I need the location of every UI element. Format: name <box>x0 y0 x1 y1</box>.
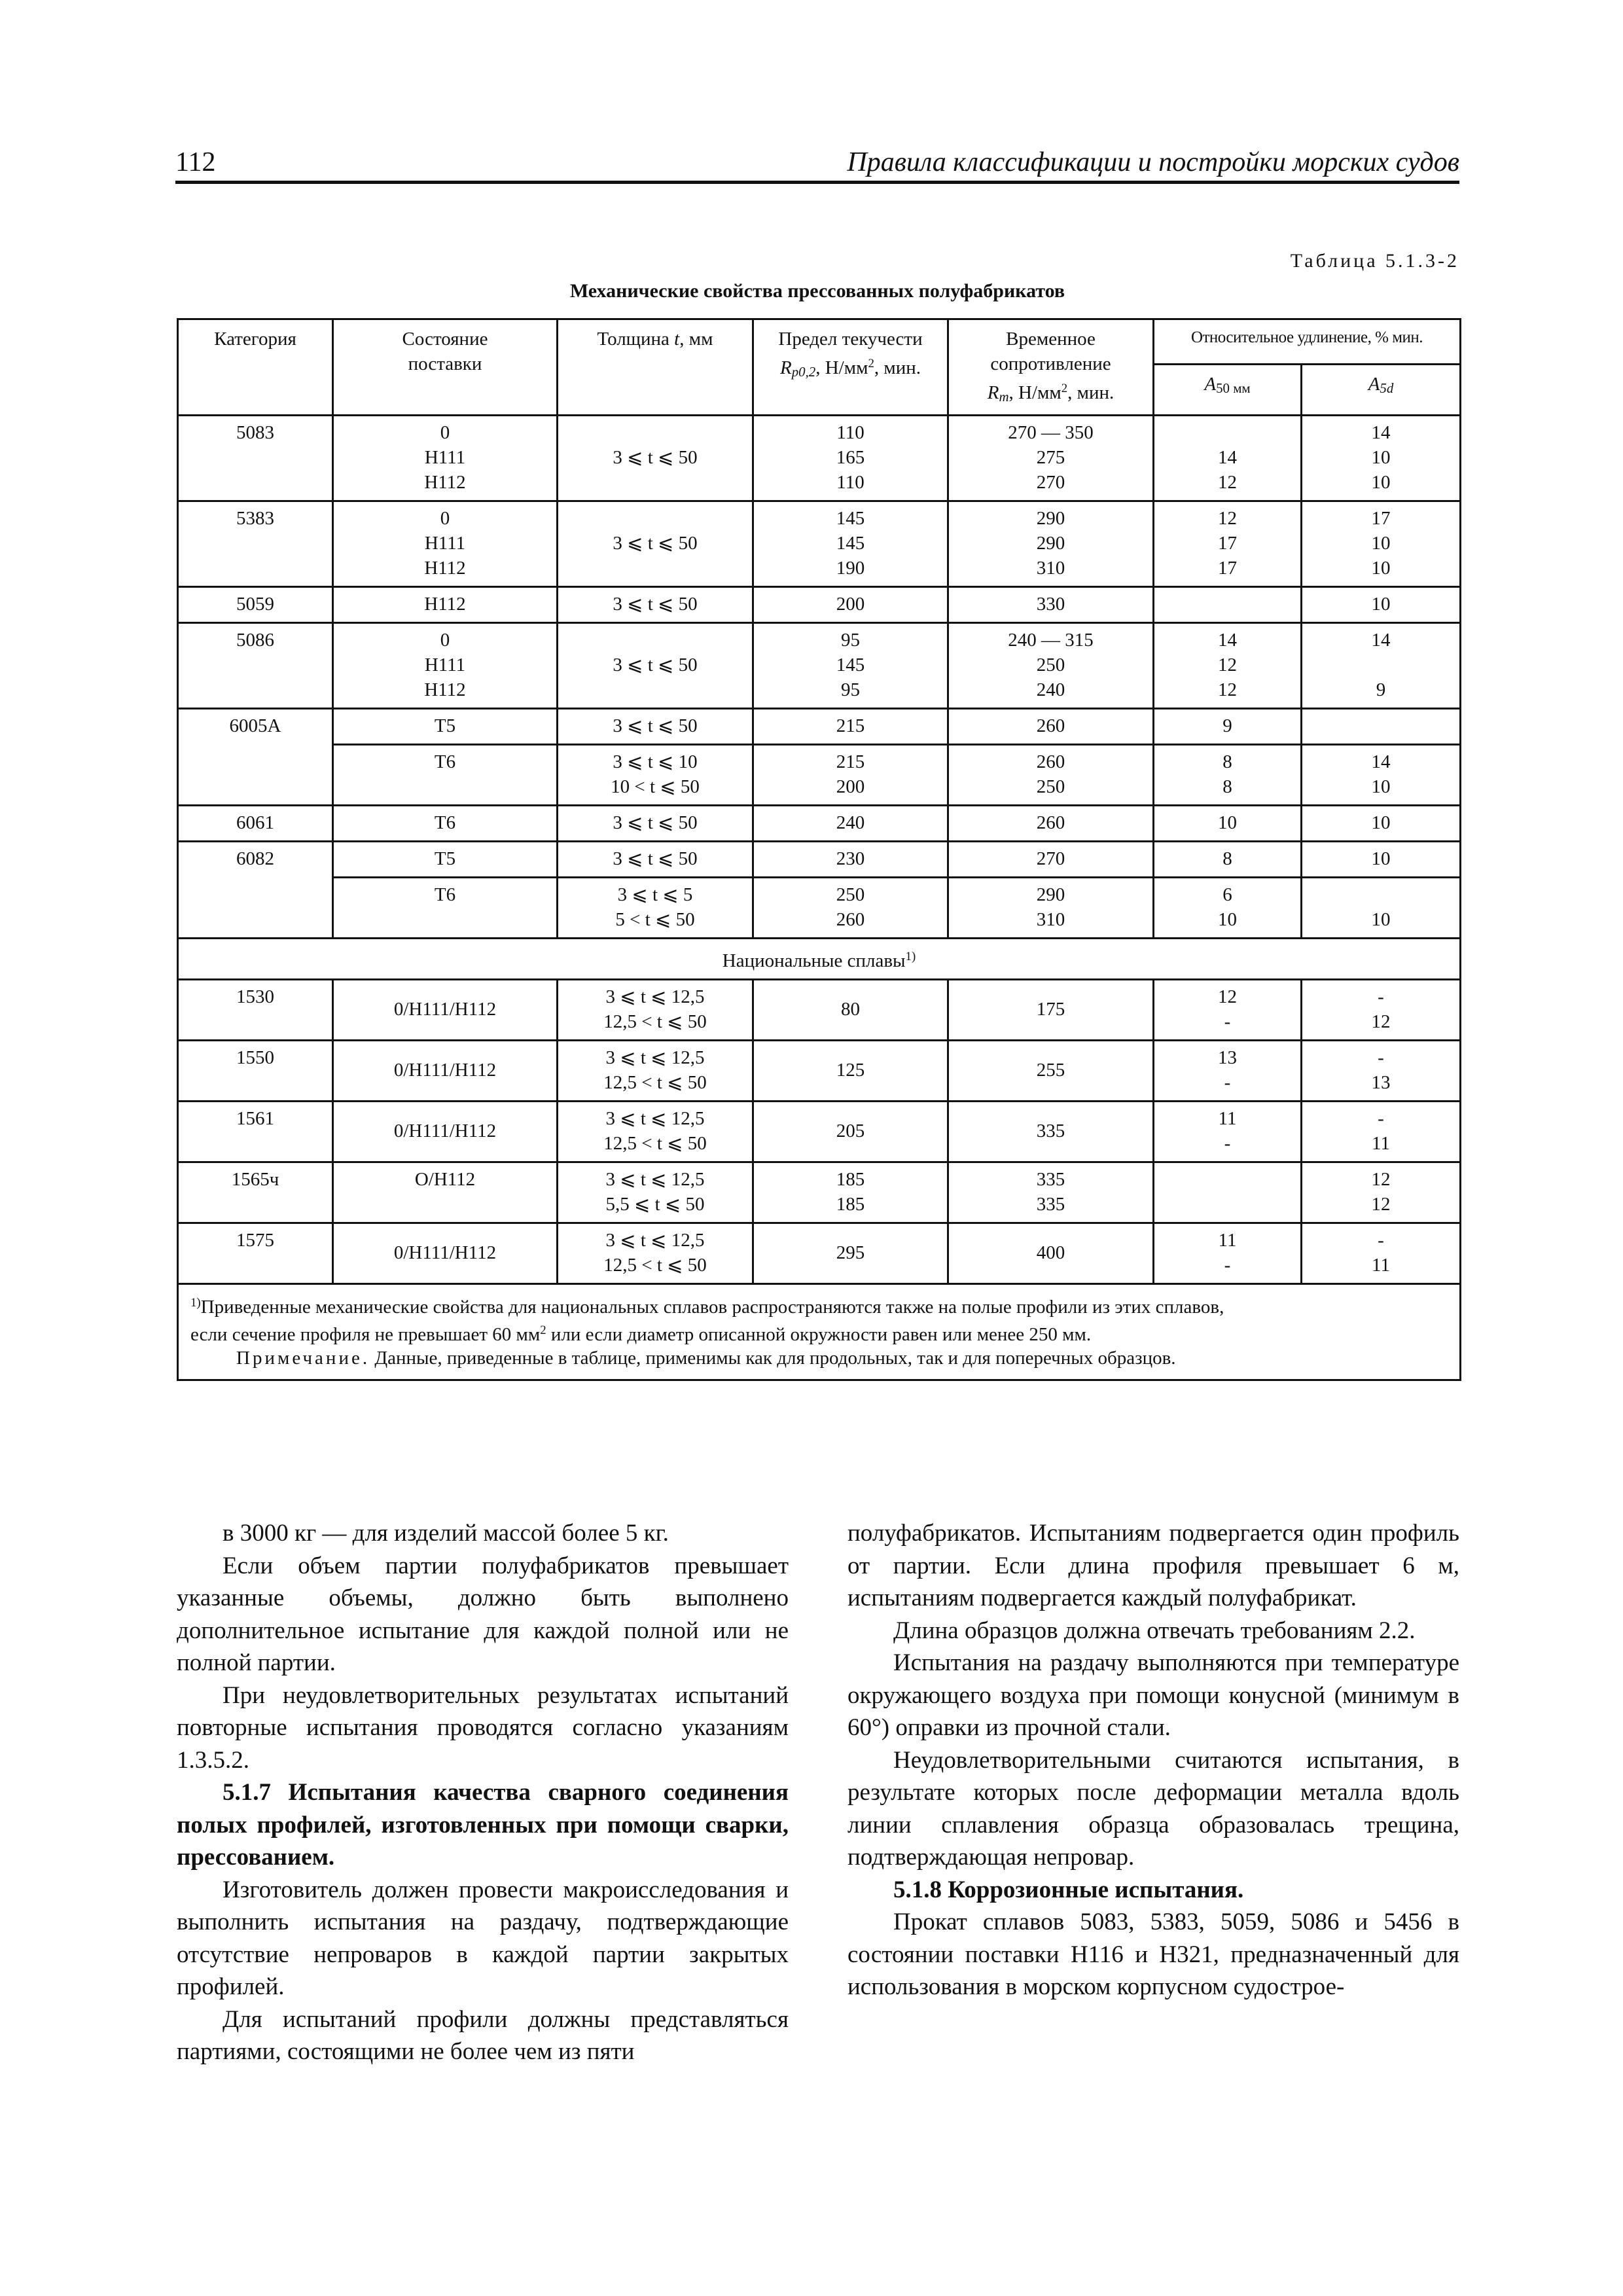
paragraph: Если объем партии полуфабрикатов превышает указанные объемы, должно быть выполнено дополнительное испытание для каждой полной или не полной партии. <box>177 1552 789 1676</box>
yield-cell: 240 <box>753 806 948 842</box>
a5d-cell: 14 10 <box>1302 745 1461 806</box>
condition-cell: 0 Н111 Н112 <box>333 416 558 501</box>
table-row <box>178 1223 1461 1284</box>
category-cell: 1561 <box>178 1102 333 1162</box>
paragraph: Прокат сплавов 5083, 5383, 5059, 5086 и 5456 в состоянии поставки Н116 и Н321, предназначенный для использования в морском корпусном судострое- <box>847 1909 1459 2000</box>
header-condition: Состояние поставки <box>333 319 558 416</box>
table-caption: Механические свойства прессованных полуфабрикатов <box>569 280 1065 302</box>
thickness-cell: 3 ⩽ t ⩽ 12,5 12,5 < t ⩽ 50 <box>558 1223 753 1284</box>
table-row <box>178 878 1461 939</box>
a5d-cell: 10 <box>1302 587 1461 623</box>
national-alloys-label: Национальные сплавы$^{1)}$ <box>178 939 1461 980</box>
condition-cell: 0/Н111/Н112 <box>333 1102 558 1162</box>
yield-cell: 230 <box>753 842 948 878</box>
paragraph: Неудовлетворительными считаются испытания, в результате которых после деформации металла вдоль линии сплавления образца образовалась трещина, подтверждающая непровар. <box>847 1746 1459 1871</box>
tensile-cell: 290 310 <box>948 878 1154 939</box>
table-body-national-rows <box>178 980 1461 1284</box>
table-footnote: $^{1)}$Приведенные механические свойства для национальных сплавов распространяются также на полые профили из этих сплавов, если сечение профиля не превышает 60 $мм^2$ или если диаметр описанной окружности равен или менее 250 мм. Примечание. Данные, приведенные в таблице, применимы как для продольных, так и для поперечных образцов. <box>178 1284 1461 1380</box>
a5d-cell: 14 10 10 <box>1302 416 1461 501</box>
page-header <box>175 143 1459 184</box>
a50-cell: 12 - <box>1154 980 1302 1041</box>
table-row <box>178 842 1461 878</box>
tensile-cell: 290 290 310 <box>948 501 1154 587</box>
thickness-cell: 3 ⩽ t ⩽ 12,5 12,5 < t ⩽ 50 <box>558 1041 753 1102</box>
yield-cell: 205 <box>753 1102 948 1162</box>
header-category: Категория <box>178 319 333 416</box>
thickness-cell: 3 ⩽ t ⩽ 10 10 < t ⩽ 50 <box>558 745 753 806</box>
header-a5d: A5d <box>1302 364 1461 415</box>
yield-cell: 215 200 <box>753 745 948 806</box>
paragraph: Длина образцов должна отвечать требованиям 2.2. <box>893 1617 1416 1644</box>
tensile-cell: 260 <box>948 709 1154 745</box>
thickness-cell: 3 ⩽ t ⩽ 50 <box>558 806 753 842</box>
paragraph: в 3000 кг — для изделий массой более 5 кг. <box>223 1520 669 1547</box>
yield-cell: 200 <box>753 587 948 623</box>
a50-cell: 13 - <box>1154 1041 1302 1102</box>
tensile-cell: 260 <box>948 806 1154 842</box>
national-alloys-row <box>178 939 1461 980</box>
a50-cell: 11 - <box>1154 1223 1302 1284</box>
header-tensile-strength: Временное сопротивление Rm, $Н/мм^2$, мин. <box>948 319 1154 416</box>
table-row <box>178 745 1461 806</box>
a50-cell: 8 <box>1154 842 1302 878</box>
header-yield-strength: Предел текучести Rp0,2, $Н/мм^2$, мин. <box>753 319 948 416</box>
condition-cell: 0/Н111/Н112 <box>333 980 558 1041</box>
table-body <box>178 416 1461 939</box>
category-cell: 5383 <box>178 501 333 587</box>
section-heading-5-1-8: 5.1.8 Коррозионные испытания. <box>893 1876 1244 1903</box>
condition-cell: 0 Н111 Н112 <box>333 501 558 587</box>
table-row <box>178 623 1461 709</box>
a50-cell: 8 8 <box>1154 745 1302 806</box>
tensile-cell: 255 <box>948 1041 1154 1102</box>
paragraph: Испытания на раздачу выполняются при температуре окружающего воздуха при помощи конусной (минимум в 60°) оправки из прочной стали. <box>847 1649 1459 1741</box>
a5d-cell: 12 12 <box>1302 1162 1461 1223</box>
category-cell: 5086 <box>178 623 333 709</box>
paragraph: Для испытаний профили должны представляться партиями, состоящими не более чем из пяти <box>177 2005 789 2065</box>
note-label: Примечание. <box>236 1348 370 1369</box>
table-row <box>178 1162 1461 1223</box>
category-cell: 1565ч <box>178 1162 333 1223</box>
condition-cell: Т6 <box>333 878 558 939</box>
a50-cell: 14 12 <box>1154 416 1302 501</box>
yield-cell: 80 <box>753 980 948 1041</box>
category-cell: 5083 <box>178 416 333 501</box>
header-a50: A50 мм <box>1154 364 1302 415</box>
category-cell: 1550 <box>178 1041 333 1102</box>
table-header-row <box>178 319 1461 365</box>
a50-cell: 10 <box>1154 806 1302 842</box>
a50-cell: 9 <box>1154 709 1302 745</box>
tensile-cell: 330 <box>948 587 1154 623</box>
condition-cell: Т6 <box>333 806 558 842</box>
header-elongation: Относительное удлинение, % мин. <box>1154 319 1461 365</box>
a5d-cell: - 11 <box>1302 1223 1461 1284</box>
table-row <box>178 709 1461 745</box>
yield-cell: 250 260 <box>753 878 948 939</box>
a50-cell: 14 12 12 <box>1154 623 1302 709</box>
a5d-cell: - 11 <box>1302 1102 1461 1162</box>
table-row <box>178 416 1461 501</box>
thickness-cell: 3 ⩽ t ⩽ 50 <box>558 623 753 709</box>
yield-cell: 145 145 190 <box>753 501 948 587</box>
thickness-cell: 3 ⩽ t ⩽ 12,5 12,5 < t ⩽ 50 <box>558 1102 753 1162</box>
tensile-cell: 335 335 <box>948 1162 1154 1223</box>
category-cell: 1530 <box>178 980 333 1041</box>
table-row <box>178 806 1461 842</box>
yield-cell: 215 <box>753 709 948 745</box>
category-cell: 6061 <box>178 806 333 842</box>
tensile-cell: 260 250 <box>948 745 1154 806</box>
condition-cell: Н112 <box>333 587 558 623</box>
a5d-cell: 10 <box>1302 806 1461 842</box>
category-cell: 1575 <box>178 1223 333 1284</box>
section-heading-5-1-7: 5.1.7 Испытания качества сварного соединения полых профилей, изготовленных при помощи сварки, прессованием. <box>177 1779 789 1871</box>
a50-cell <box>1154 1162 1302 1223</box>
condition-cell: 0/Н111/Н112 <box>333 1041 558 1102</box>
a5d-cell: 14 9 <box>1302 623 1461 709</box>
thickness-cell: 3 ⩽ t ⩽ 5 5 < t ⩽ 50 <box>558 878 753 939</box>
table-row <box>178 587 1461 623</box>
condition-cell: О/Н112 <box>333 1162 558 1223</box>
a5d-cell: - 12 <box>1302 980 1461 1041</box>
condition-cell: 0 Н111 Н112 <box>333 623 558 709</box>
table-row <box>178 980 1461 1041</box>
tensile-cell: 270 — 350 275 270 <box>948 416 1154 501</box>
thickness-cell: 3 ⩽ t ⩽ 50 <box>558 416 753 501</box>
paragraph: Изготовитель должен провести макроисследования и выполнить испытания на раздачу, подтверждающие отсутствие непроваров в каждой партии закрытых профилей. <box>177 1876 789 2000</box>
category-cell: 5059 <box>178 587 333 623</box>
properties-table <box>177 318 1461 1381</box>
thickness-cell: 3 ⩽ t ⩽ 50 <box>558 842 753 878</box>
a50-cell: 11 - <box>1154 1102 1302 1162</box>
table-body-national <box>178 939 1461 980</box>
a5d-cell: 10 <box>1302 842 1461 878</box>
a5d-cell: 17 10 10 <box>1302 501 1461 587</box>
condition-cell: Т6 <box>333 745 558 806</box>
a5d-cell: 10 <box>1302 878 1461 939</box>
tensile-cell: 270 <box>948 842 1154 878</box>
a50-cell: 6 10 <box>1154 878 1302 939</box>
paragraph: полуфабрикатов. Испытаниям подвергается один профиль от партии. Если длина профиля превышает 6 м, испытаниям подвергается каждый полуфабрикат. <box>847 1520 1459 1611</box>
thickness-cell: 3 ⩽ t ⩽ 50 <box>558 587 753 623</box>
category-cell: 6005A <box>178 709 333 806</box>
a5d-cell: - 13 <box>1302 1041 1461 1102</box>
header-thickness: Толщина t, мм <box>558 319 753 416</box>
yield-cell: 185 185 <box>753 1162 948 1223</box>
yield-cell: 125 <box>753 1041 948 1102</box>
condition-cell: 0/Н111/Н112 <box>333 1223 558 1284</box>
page-number: 112 <box>175 147 216 177</box>
tensile-cell: 240 — 315 250 240 <box>948 623 1154 709</box>
running-title: Правила классификации и постройки морских судов <box>847 147 1459 177</box>
yield-cell: 110 165 110 <box>753 416 948 501</box>
condition-cell: Т5 <box>333 842 558 878</box>
category-cell: 6082 <box>178 842 333 939</box>
tensile-cell: 175 <box>948 980 1154 1041</box>
table-label: Таблица 5.1.3-2 <box>1290 250 1459 272</box>
tensile-cell: 335 <box>948 1102 1154 1162</box>
a50-cell <box>1154 587 1302 623</box>
thickness-cell: 3 ⩽ t ⩽ 12,5 5,5 ⩽ t ⩽ 50 <box>558 1162 753 1223</box>
paragraph: При неудовлетворительных результатах испытаний повторные испытания проводятся согласно указаниям 1.3.5.2. <box>177 1681 789 1774</box>
table-footnote-row <box>178 1284 1461 1380</box>
yield-cell: 295 <box>753 1223 948 1284</box>
thickness-cell: 3 ⩽ t ⩽ 50 <box>558 501 753 587</box>
yield-cell: 95 145 95 <box>753 623 948 709</box>
text-column-right <box>847 1517 1459 2003</box>
table-row <box>178 1041 1461 1102</box>
thickness-cell: 3 ⩽ t ⩽ 12,5 12,5 < t ⩽ 50 <box>558 980 753 1041</box>
table-row <box>178 1102 1461 1162</box>
a5d-cell <box>1302 709 1461 745</box>
text-column-left <box>177 1517 789 2068</box>
thickness-cell: 3 ⩽ t ⩽ 50 <box>558 709 753 745</box>
condition-cell: Т5 <box>333 709 558 745</box>
table-row <box>178 501 1461 587</box>
tensile-cell: 400 <box>948 1223 1154 1284</box>
a50-cell: 12 17 17 <box>1154 501 1302 587</box>
